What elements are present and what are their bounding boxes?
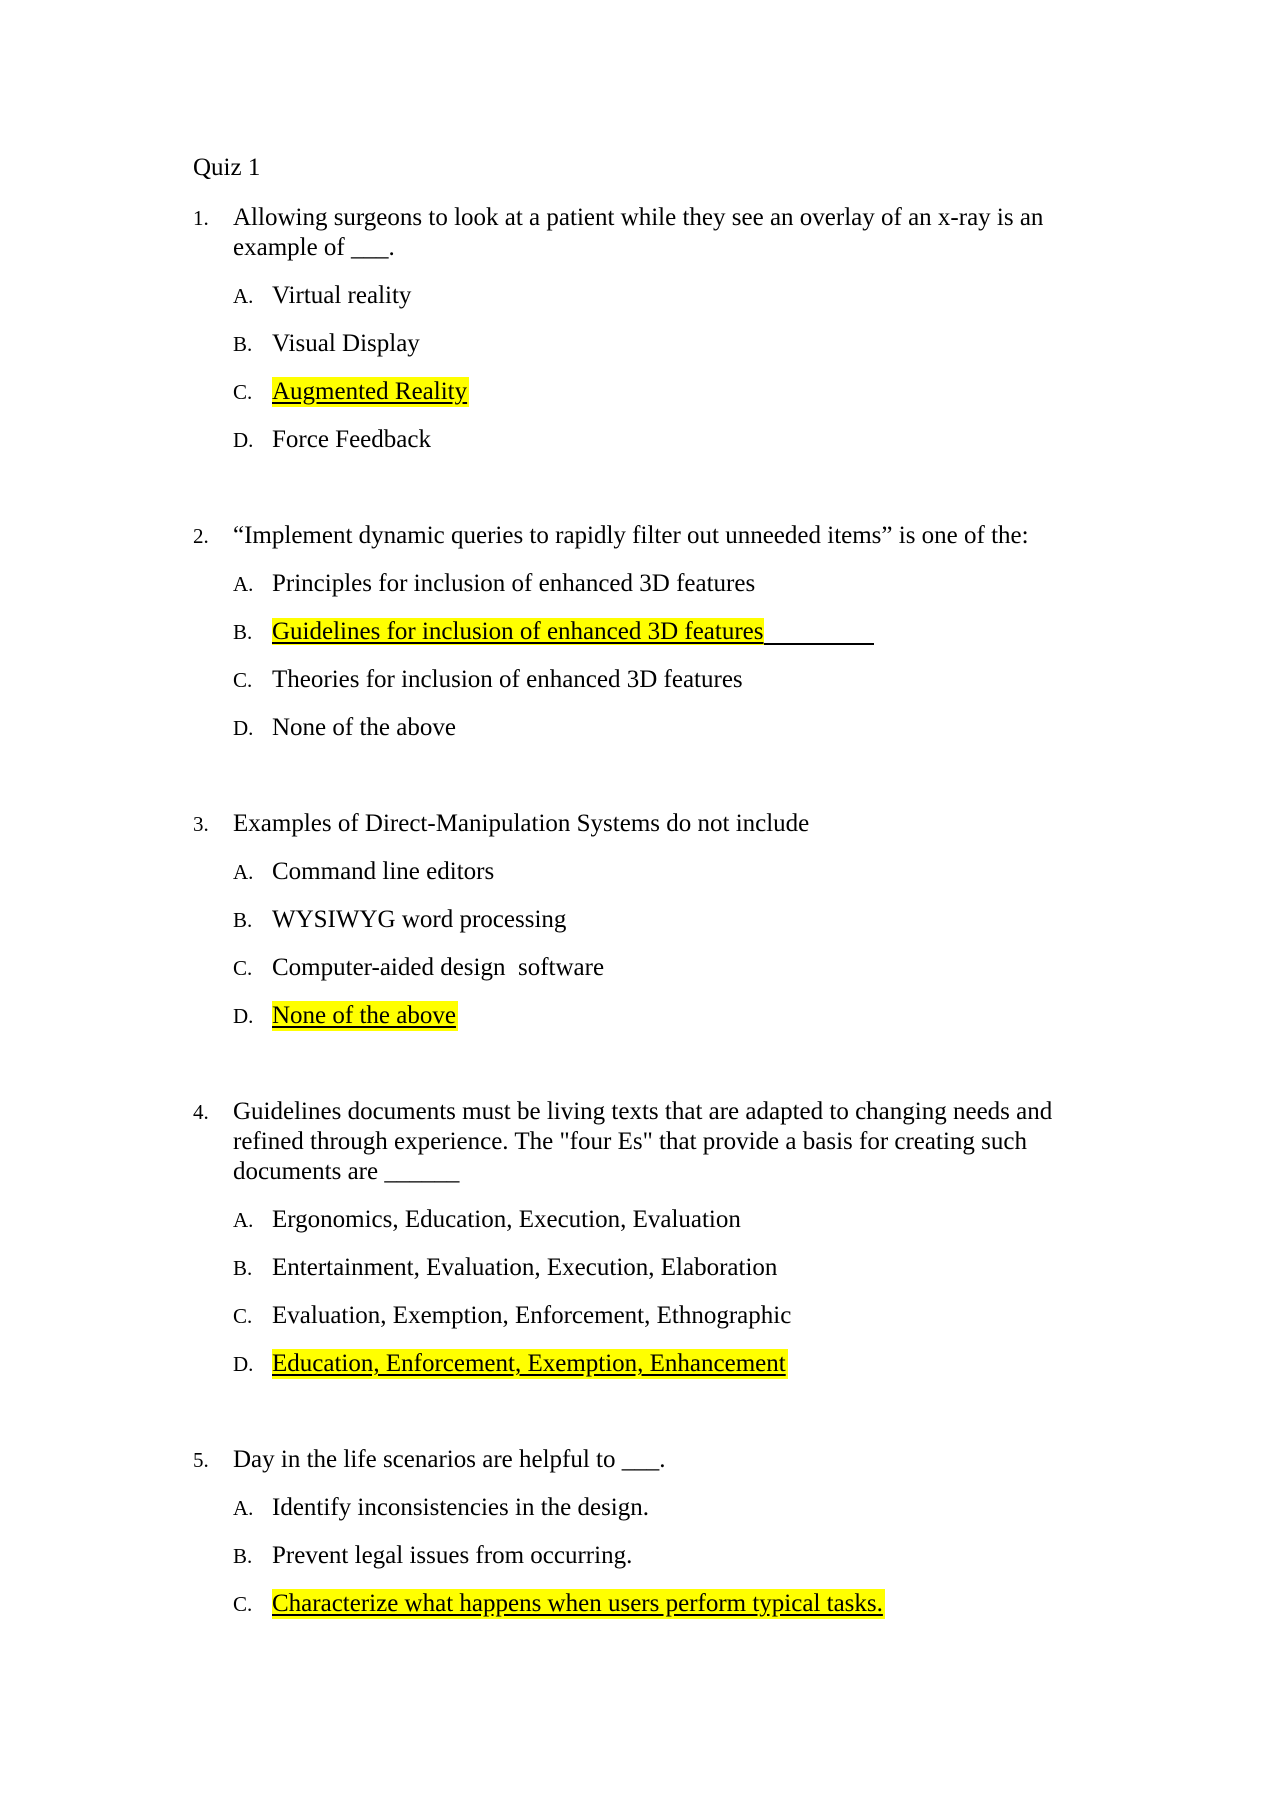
option-letter: D. (233, 428, 254, 452)
option-b (233, 329, 1093, 359)
option-a (233, 1493, 1093, 1523)
option-d (233, 1349, 1093, 1379)
option-d (233, 1001, 1093, 1031)
option-b (233, 905, 1093, 935)
option-letter: A. (233, 1208, 254, 1232)
option-b (233, 617, 1093, 647)
option-c (233, 1589, 1093, 1619)
correct-answer-highlight: Education, Enforcement, Exemption, Enhancement (272, 1350, 786, 1377)
option-letter: C. (233, 380, 253, 404)
option-letter: A. (233, 1496, 254, 1520)
option-letter: B. (233, 332, 253, 356)
option-text: Force Feedback (272, 426, 431, 453)
option-text: Prevent legal issues from occurring. (272, 1542, 633, 1569)
option-text: Ergonomics, Education, Execution, Evaluation (272, 1206, 741, 1233)
question-number: 1. (193, 206, 209, 230)
option-letter: C. (233, 956, 253, 980)
option-letter: A. (233, 284, 254, 308)
option-a (233, 1205, 1093, 1235)
option-letter: B. (233, 1256, 253, 1280)
option-c (233, 953, 1093, 983)
option-a (233, 857, 1093, 887)
option-text: Evaluation, Exemption, Enforcement, Ethnographic (272, 1302, 792, 1329)
option-letter: A. (233, 860, 254, 884)
question-number: 3. (193, 812, 209, 836)
question-number: 5. (193, 1448, 209, 1472)
option-letter: A. (233, 572, 254, 596)
option-a (233, 281, 1093, 311)
option-text: None of the above (272, 714, 456, 741)
option-letter: B. (233, 908, 253, 932)
option-c (233, 1301, 1093, 1331)
option-letter: C. (233, 1592, 253, 1616)
option-a (233, 569, 1093, 599)
question-text: Allowing surgeons to look at a patient while they see an overlay of an x-ray is an example of ___. (233, 204, 1044, 261)
option-d (233, 425, 1093, 455)
option-letter: B. (233, 620, 253, 644)
option-text: Command line editors (272, 858, 495, 885)
question-number: 4. (193, 1100, 209, 1124)
option-d (233, 713, 1093, 743)
option-text: Identify inconsistencies in the design. (272, 1494, 650, 1521)
question-text: Guidelines documents must be living texts that are adapted to changing needs and refined through experience. The "four Es" that provide a basis for creating such documents are ______ (233, 1098, 1053, 1185)
question-4 (193, 1097, 1093, 1379)
question-text: Day in the life scenarios are helpful to ___. (233, 1446, 666, 1473)
correct-answer-highlight: Augmented Reality (272, 378, 468, 405)
question-text: “Implement dynamic queries to rapidly filter out unneeded items” is one of the: (233, 522, 1029, 549)
option-text: Entertainment, Evaluation, Execution, Elaboration (272, 1254, 778, 1281)
question-text: Examples of Direct-Manipulation Systems do not include (233, 810, 810, 837)
question-1 (193, 203, 1093, 455)
page-title: Quiz 1 (193, 154, 261, 181)
option-text: Computer-aided design software (272, 954, 605, 981)
option-text: Principles for inclusion of enhanced 3D features (272, 570, 756, 597)
option-text: Virtual reality (272, 282, 412, 309)
option-letter: C. (233, 668, 253, 692)
option-c (233, 665, 1093, 695)
answer-blank-line (764, 617, 874, 645)
option-letter: B. (233, 1544, 253, 1568)
option-b (233, 1541, 1093, 1571)
option-letter: C. (233, 1304, 253, 1328)
option-c (233, 377, 1093, 407)
option-text: WYSIWYG word processing (272, 906, 567, 933)
option-text-wrapper (272, 617, 874, 647)
correct-answer-highlight: None of the above (272, 1002, 456, 1029)
question-2 (193, 521, 1093, 743)
question-3 (193, 809, 1093, 1031)
option-b (233, 1253, 1093, 1283)
option-letter: D. (233, 1352, 254, 1376)
option-text: Visual Display (272, 330, 420, 357)
option-letter: D. (233, 1004, 254, 1028)
option-text: Theories for inclusion of enhanced 3D features (272, 666, 743, 693)
correct-answer-highlight: Characterize what happens when users perform typical tasks. (272, 1590, 883, 1617)
question-number: 2. (193, 524, 209, 548)
correct-answer-highlight: Guidelines for inclusion of enhanced 3D features (272, 618, 764, 645)
question-5 (193, 1445, 1093, 1619)
option-letter: D. (233, 716, 254, 740)
